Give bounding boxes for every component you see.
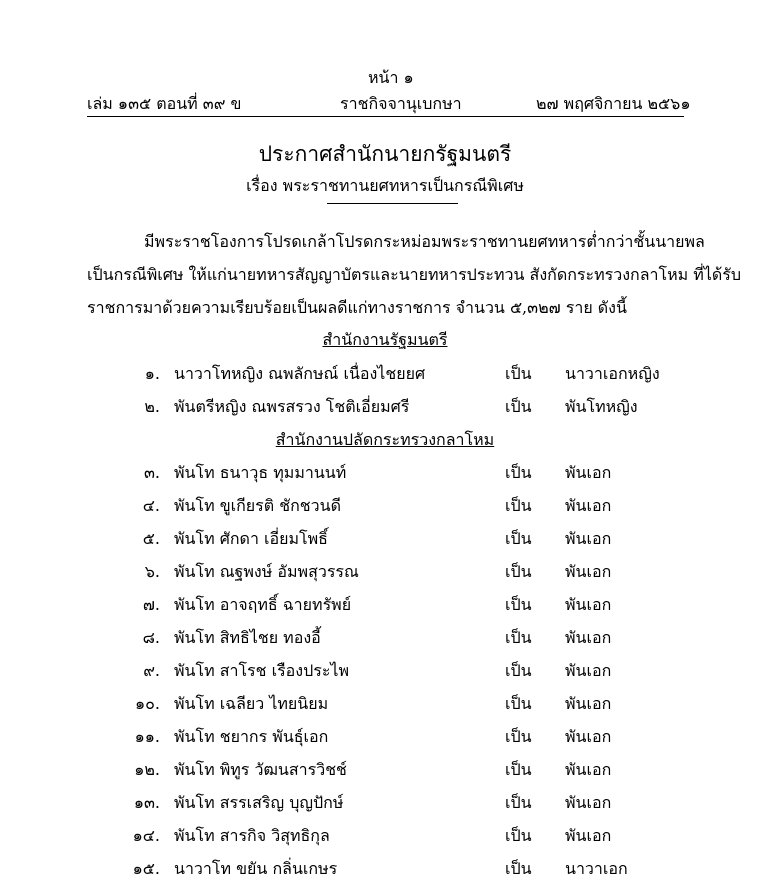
new-rank: พันเอก xyxy=(565,628,612,647)
item-number: ๑๐. xyxy=(134,694,160,713)
new-rank: พันเอก xyxy=(565,661,612,680)
new-rank: พันเอก xyxy=(565,826,612,845)
body-line-2: เป็นกรณีพิเศษ ให้แก่นายทหารสัญญาบัตรและนายทหารประทวน สังกัดกระทรวงกลาโหม ที่ได้รับ xyxy=(87,265,742,284)
list-item xyxy=(0,857,770,883)
list-item xyxy=(0,824,770,850)
person-name: พันโท สาโรช เรืองประไพ xyxy=(174,661,350,680)
new-rank: พันโทหญิง xyxy=(565,397,638,416)
item-number: ๑๓. xyxy=(133,793,160,812)
new-rank: พันเอก xyxy=(565,595,612,614)
new-rank: พันเอก xyxy=(565,529,612,548)
as-label: เป็น xyxy=(505,760,532,779)
item-number: ๖. xyxy=(144,562,160,581)
new-rank: พันเอก xyxy=(565,694,612,713)
person-name: นาวาโท ขยัน กลิ่นเกษร xyxy=(174,859,338,878)
person-name: พันโท อาจฤทธิ์ ฉายทรัพย์ xyxy=(174,595,352,614)
list-item xyxy=(0,692,770,718)
as-label: เป็น xyxy=(505,364,532,383)
item-number: ๑. xyxy=(144,364,160,383)
announcement-subject: เรื่อง พระราชทานยศทหารเป็นกรณีพิเศษ xyxy=(246,176,524,195)
as-label: เป็น xyxy=(505,727,532,746)
volume-issue: เล่ม ๑๓๕ ตอนที่ ๓๙ ข xyxy=(87,94,242,113)
item-number: ๗. xyxy=(142,595,160,614)
person-name: พันตรีหญิง ณพรสรวง โชติเอี่ยมศรี xyxy=(174,397,410,416)
section-title: สำนักงานรัฐมนตรี xyxy=(322,330,448,349)
item-number: ๒. xyxy=(144,397,160,416)
item-number: ๑๔. xyxy=(132,826,160,845)
list-item xyxy=(0,626,770,652)
new-rank: พันเอก xyxy=(565,496,612,515)
as-label: เป็น xyxy=(505,463,532,482)
person-name: พันโท เฉลียว ไทยนิยม xyxy=(174,694,329,713)
new-rank: นาวาเอกหญิง xyxy=(565,364,660,383)
as-label: เป็น xyxy=(505,661,532,680)
person-name: พันโท สรรเสริญ บุญปักษ์ xyxy=(174,793,344,812)
as-label: เป็น xyxy=(505,562,532,581)
list-item xyxy=(0,362,770,388)
list-item xyxy=(0,461,770,487)
item-number: ๓. xyxy=(143,463,160,482)
page-number: หน้า ๑ xyxy=(368,68,414,87)
as-label: เป็น xyxy=(505,628,532,647)
person-name: พันโท ชยากร พันธุ์เอก xyxy=(174,727,329,746)
person-name: พันโท สารกิจ วิสุทธิกุล xyxy=(174,826,330,845)
person-name: พันโท สิทธิไชย ทองอี้ xyxy=(174,628,321,647)
item-number: ๙. xyxy=(143,661,160,680)
list-item xyxy=(0,395,770,421)
list-item xyxy=(0,494,770,520)
gazette-name: ราชกิจจานุเบกษา xyxy=(340,94,462,113)
item-number: ๑๑. xyxy=(134,727,160,746)
title-divider xyxy=(327,203,458,204)
person-name: พันโท ธนาวุธ ทุมมานนท์ xyxy=(174,463,347,482)
new-rank: พันเอก xyxy=(565,727,612,746)
person-name: พันโท ขูเกียรติ ชักชวนดี xyxy=(174,496,341,515)
as-label: เป็น xyxy=(505,529,532,548)
as-label: เป็น xyxy=(505,397,532,416)
body-line-1: มีพระราชโองการโปรดเกล้าโปรดกระหม่อมพระราชทานยศทหารต่ำกว่าชั้นนายพล xyxy=(144,232,705,251)
as-label: เป็น xyxy=(505,694,532,713)
header-rule xyxy=(87,116,684,117)
announcement-title: ประกาศสำนักนายกรัฐมนตรี xyxy=(258,142,512,166)
publication-date: ๒๗ พฤศจิกายน ๒๕๖๑ xyxy=(536,94,691,113)
item-number: ๑๕. xyxy=(132,859,160,878)
new-rank: พันเอก xyxy=(565,760,612,779)
person-name: พันโท ศักดา เอี่ยมโพธิ์ xyxy=(174,529,328,548)
new-rank: พันเอก xyxy=(565,793,612,812)
new-rank: พันเอก xyxy=(565,562,612,581)
as-label: เป็น xyxy=(505,793,532,812)
as-label: เป็น xyxy=(505,859,532,878)
as-label: เป็น xyxy=(505,826,532,845)
item-number: ๑๒. xyxy=(134,760,160,779)
list-item xyxy=(0,791,770,817)
item-number: ๔. xyxy=(142,496,160,515)
list-item xyxy=(0,725,770,751)
list-item xyxy=(0,659,770,685)
list-item xyxy=(0,758,770,784)
body-line-3: ราชการมาด้วยความเรียบร้อยเป็นผลดีแก่ทางราชการ จำนวน ๕,๓๒๗ ราย ดังนี้ xyxy=(87,298,627,317)
new-rank: พันเอก xyxy=(565,463,612,482)
as-label: เป็น xyxy=(505,595,532,614)
item-number: ๘. xyxy=(142,628,160,647)
list-item xyxy=(0,593,770,619)
person-name: พันโท ณฐพงษ์ อัมพสุวรรณ xyxy=(174,562,359,581)
new-rank: นาวาเอก xyxy=(565,859,628,878)
item-number: ๕. xyxy=(142,529,160,548)
section-title: สำนักงานปลัดกระทรวงกลาโหม xyxy=(275,430,495,449)
list-item xyxy=(0,560,770,586)
list-item xyxy=(0,527,770,553)
person-name: นาวาโทหญิง ณพลักษณ์ เนื่องไชยยศ xyxy=(174,364,426,383)
person-name: พันโท พิทูร วัฒนสารวิชช์ xyxy=(174,760,347,779)
as-label: เป็น xyxy=(505,496,532,515)
